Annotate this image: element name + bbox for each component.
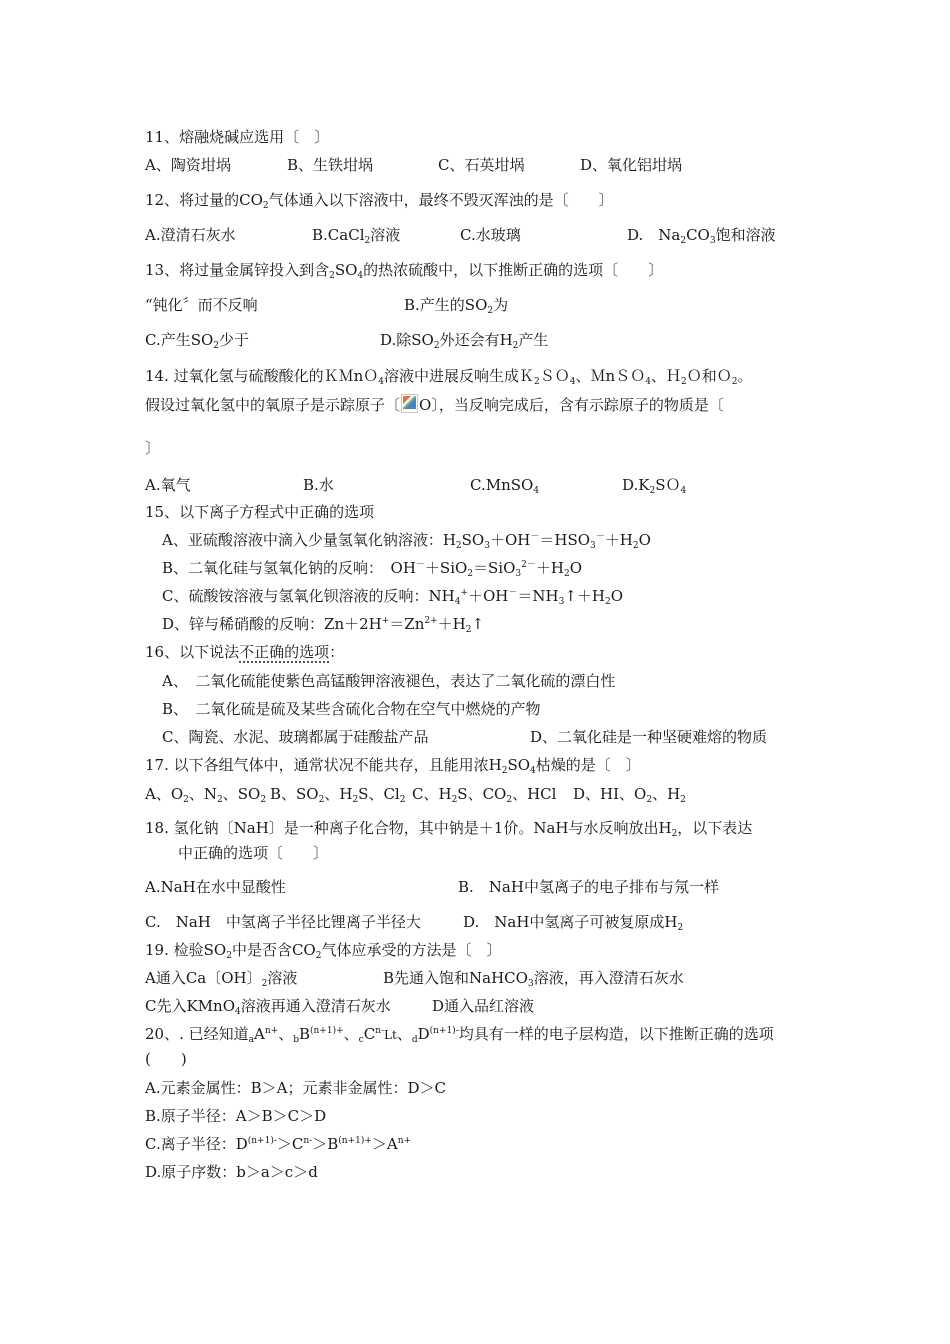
q15-option-a — [162, 530, 651, 550]
q17-stem-mid: SO — [507, 756, 531, 774]
question-20-paren: ( ) — [145, 1050, 187, 1068]
q14-c-pre: C.MnSO — [470, 476, 534, 494]
q20-b-prefix: b — [293, 1035, 299, 1045]
q14-l1-sub2: 2 — [534, 377, 540, 387]
q15-option-b — [162, 558, 582, 578]
q15-c-sub3: 2 — [604, 597, 611, 607]
q13-b-sub: 2 — [487, 306, 494, 316]
q12-b-post: 溶液 — [370, 226, 401, 244]
question-16-stem — [145, 642, 344, 662]
broken-image-icon — [401, 394, 418, 413]
q20-stem-pre: 20、. 已经知道 — [145, 1025, 249, 1043]
q17-b-sub2: 2 — [352, 795, 359, 805]
q18-l1-pre: 18. 氢化钠〔NaH〕是一种离子化合物，其中钠是＋1价。NaH与水反响放出H — [145, 819, 672, 837]
q15-a-sub3: 3 — [590, 541, 596, 551]
q14-d-sub2: 4 — [680, 486, 687, 496]
q20-c-charge: n- — [375, 1026, 385, 1036]
q15-b-pre: B、二氧化硅与氢氧化钠的反响： OH — [162, 559, 416, 577]
q12-option-d — [627, 225, 776, 245]
q12-d-sub1: 2 — [680, 236, 687, 246]
q12-d-sub2: 3 — [709, 236, 716, 246]
q17-c-2: S、CO — [457, 785, 507, 803]
q15-a-mid2: ＋OH — [489, 531, 531, 549]
q17-stem-post: 枯燥的是〔 〕 — [535, 756, 641, 774]
q14-c-sub: 4 — [533, 486, 540, 496]
q16-option-c: C、陶瓷、水泥、玻璃都属于硅酸盐产品 — [162, 728, 429, 746]
q14-option-b: B.水 — [303, 476, 334, 494]
q15-a-sub4: 2 — [632, 541, 639, 551]
q18-option-c: C. NaH 中氢离子半径比锂离子半径大 — [145, 913, 421, 931]
q17-d-2: 、H — [652, 785, 681, 803]
q19-b-pre: B先通入饱和NaHCO — [383, 969, 528, 987]
q11-option-a: A、陶资坩埚 — [145, 156, 231, 174]
q14-d-sub1: 2 — [649, 486, 656, 496]
q13-option-c — [145, 330, 249, 350]
q19-option-b — [383, 968, 684, 988]
q15-d-sup1: + — [381, 616, 390, 626]
q15-option-c — [162, 586, 623, 606]
q15-b-end: O — [569, 559, 583, 577]
q16-option-b: B、 二氧化硫是硫及某些含硫化合物在空气中燃烧的产物 — [162, 700, 541, 718]
q20-b-charge: (n+1)+ — [310, 1026, 344, 1036]
q15-d-mid1: ＝Zn — [389, 615, 425, 633]
q18-l1-sub: 2 — [671, 829, 678, 839]
q17-b-1: B、SO — [270, 785, 319, 803]
question-18-line-1 — [145, 818, 752, 838]
question-14-line-3: 〕 — [145, 439, 161, 457]
q20-c-mid2: ＞B — [312, 1135, 339, 1153]
q11-option-d: D、氧化铝坩埚 — [580, 156, 683, 174]
q19-option-a — [145, 968, 297, 988]
q13-c-post: 少于 — [219, 331, 250, 349]
q19-stem-pre: 19. 检验SO — [145, 941, 227, 959]
q20-a-prefix: a — [248, 1035, 254, 1045]
q15-c-sup1: + — [460, 588, 468, 598]
q14-l2-pre: 假设过氧化氢中的氧原子是示踪原子〔 — [145, 396, 401, 414]
q14-l1-mid4: 、Ｈ — [650, 367, 681, 385]
q15-a-pre: A、亚硫酸溶液中滴入少量氢氧化钠溶液：H — [162, 531, 456, 549]
q17-a-sub1: 2 — [183, 795, 189, 805]
q16-option-d: D、二氧化硅是一种坚硬难熔的物质 — [530, 728, 768, 746]
q20-d-el: D — [417, 1025, 430, 1043]
q19-c-post: 溶液再通入澄清石灰水 — [240, 997, 391, 1015]
q17-a-1: A、O — [145, 785, 184, 803]
q20-stem-post: 均具有一样的电子层构造，以下推断正确的选项 — [458, 1025, 774, 1043]
q15-a-post: ＋H — [604, 531, 633, 549]
question-15-stem: 15、以下离子方程式中正确的选项 — [145, 503, 375, 521]
q20-c-sup1: (n+1)- — [247, 1136, 277, 1146]
q20-b-el: B — [298, 1025, 310, 1043]
q13-c-sub: 2 — [213, 341, 220, 351]
q12-option-c: C.水玻璃 — [460, 226, 521, 244]
q13-d-post: 产生 — [518, 331, 549, 349]
q15-d-sup2: 2+ — [424, 616, 438, 626]
q20-glitch: Lt — [384, 1028, 397, 1042]
q20-a-el: A — [254, 1025, 265, 1043]
q20-c-mid3: ＞A — [371, 1135, 398, 1153]
q18-option-a: A.NaH在水中显酸性 — [145, 878, 286, 896]
q15-c-sup2: － — [508, 588, 518, 598]
q14-l1-sub6: 2 — [731, 377, 738, 387]
q15-b-sub3: 2 — [563, 569, 570, 579]
q15-a-end: O — [638, 531, 651, 549]
q15-c-sub1: 4 — [454, 597, 461, 607]
q12-stem-sub: 2 — [262, 201, 269, 211]
q11-option-c: C、石英坩埚 — [438, 156, 525, 174]
q14-l2-post: O〕，当反响完成后，含有示踪原子的物质是〔 — [419, 396, 724, 414]
q12-b-sub: 2 — [364, 236, 371, 246]
q20-option-a: A.元素金属性：B＞A；元素非金属性：D＞C — [145, 1079, 446, 1097]
q12-b-pre: B.CaCl — [312, 226, 365, 244]
q14-option-a: A.氧气 — [145, 476, 191, 494]
q19-c-pre: C先入KMnO — [145, 997, 236, 1015]
q14-l1-sub1: 4 — [378, 377, 385, 387]
q19-stem-mid: 中是否含CO — [231, 941, 316, 959]
q17-b-3: S、Cl — [358, 785, 400, 803]
q20-c-pre: C.离子半径：D — [145, 1135, 248, 1153]
q14-l1-sub3: 4 — [569, 377, 576, 387]
q17-d-sub1: 2 — [646, 795, 653, 805]
q17-option-d — [573, 784, 686, 804]
q15-c-mid2: ＝NH — [517, 587, 559, 605]
q15-a-sup1: － — [530, 532, 540, 542]
q17-b-sub3: 2 — [399, 795, 406, 805]
q20-c-sup4: n+ — [397, 1136, 412, 1146]
q19-stem-post: 气体应承受的方法是〔 〕 — [321, 941, 502, 959]
q13-stem-mid: SO — [334, 261, 358, 279]
q13-option-a: “钝化〞而不反响 — [145, 296, 258, 314]
q20-c-mid1: ＞C — [276, 1135, 304, 1153]
q17-c-sub1: 2 — [451, 795, 458, 805]
q15-d-mid2: ＋H — [437, 615, 466, 633]
q14-l1-mid2: ＳＯ — [539, 367, 570, 385]
q18-option-b: B. NaH中氢离子的电子排布与氖一样 — [458, 878, 719, 896]
q14-option-c — [470, 475, 539, 495]
q15-a-mid3: ＝HSO — [539, 531, 591, 549]
question-13-stem — [145, 260, 663, 280]
q17-c-sub2: 2 — [506, 795, 513, 805]
q17-a-sub3: 2 — [260, 795, 267, 805]
q13-b-pre: B.产生的SO — [404, 296, 488, 314]
q12-d-post: 饱和溶液 — [715, 226, 776, 244]
q17-b-2: 、H — [324, 785, 353, 803]
q18-d-sub: 2 — [677, 923, 684, 933]
q14-l1-mid3: 、ＭnＳＯ — [575, 367, 646, 385]
q14-d-pre: D.K — [622, 476, 650, 494]
q16-stem-pre: 16、以下说法 — [145, 643, 240, 661]
question-19-stem — [145, 940, 501, 960]
q19-b-sub: 3 — [527, 979, 534, 989]
q15-b-mid1: ＋SiO — [424, 559, 468, 577]
q17-c-1: C、H — [412, 785, 452, 803]
q17-a-sub2: 2 — [217, 795, 223, 805]
q14-l1-sub5: 2 — [680, 377, 687, 387]
q15-c-end: O — [610, 587, 624, 605]
q20-option-b: B.原子半径：A＞B＞C＞D — [145, 1107, 327, 1125]
q15-a-sup2: － — [595, 532, 605, 542]
q18-option-d — [463, 912, 683, 932]
q12-d-mid: CO — [686, 226, 710, 244]
q17-option-c — [412, 784, 556, 804]
q16-stem-emphasis: 不正确的选项 — [239, 643, 330, 661]
q20-a-charge: n+ — [264, 1026, 279, 1036]
q19-c-sub: 4 — [235, 1007, 241, 1017]
q17-stem-sub1: 2 — [501, 766, 508, 776]
q17-a-3: 、SO — [222, 785, 261, 803]
question-14-line-2 — [145, 394, 724, 415]
question-20-stem: 20、. 已经知道$_aA^{n+}$、$_bB^{(n+1)+}$、$_cC^{n-}Lt$、$_dD^{(n+1)-}$均具有一样的电子层构造，以下推断正确的选项 — [145, 1025, 774, 1045]
q14-l1-mid1: 溶液中进展反响生成Ｋ — [384, 367, 535, 385]
q15-c-pre: C、硫酸铵溶液与氢氧化钡溶液的反响：NH — [162, 587, 455, 605]
q14-l1-mid5: Ｏ和Ｏ — [686, 367, 732, 385]
q17-a-2: 、N — [188, 785, 218, 803]
q19-option-d: D通入品红溶液 — [432, 997, 535, 1015]
question-14-line-1 — [145, 366, 752, 386]
q19-stem-sub2: 2 — [315, 951, 322, 961]
q15-b-mid2: ＝SiO — [473, 559, 516, 577]
q13-stem-pre: 13、将过量金属锌投入到含 — [145, 261, 330, 279]
q15-b-sup2: 2－ — [521, 560, 536, 570]
q17-option-a — [145, 784, 266, 804]
q13-stem-sub: 2 — [329, 271, 335, 281]
q14-l1-pre: 14. 过氧化氢与硫酸酸化的ＫＭnＯ — [145, 367, 379, 385]
q17-stem-sub2: 4 — [530, 766, 536, 776]
q20-c-sup2: n- — [303, 1136, 313, 1146]
q15-c-mid1: ＋OH — [467, 587, 509, 605]
q19-stem-sub1: 2 — [226, 951, 232, 961]
q13-stem-sub2: 4 — [357, 271, 364, 281]
q19-a-sub: 2 — [261, 979, 268, 989]
q15-a-sub1: 2 — [455, 541, 462, 551]
q17-b-sub1: 2 — [318, 795, 325, 805]
q13-b-post: 为 — [493, 296, 509, 314]
q16-option-a: A、 二氧化硫能使紫色高锰酸钾溶液褪色，表达了二氧化硫的漂白性 — [162, 672, 616, 690]
q12-option-b — [312, 225, 400, 245]
q18-d-pre: D. NaH中氢离子可被复原成H — [463, 913, 678, 931]
q13-c-pre: C.产生SO — [145, 331, 214, 349]
q16-stem-post: ： — [329, 643, 345, 661]
q15-a-sub2: 3 — [484, 541, 490, 551]
q18-l1-post: ，以下表达 — [677, 819, 753, 837]
q20-option-d: D.原子序数：b＞a＞c＞d — [145, 1163, 318, 1181]
q13-d-mid: 外还会有H — [439, 331, 513, 349]
question-17-stem — [145, 755, 641, 775]
q15-a-mid1: SO — [461, 531, 485, 549]
q13-option-b — [404, 295, 508, 315]
q15-b-sub1: 2 — [467, 569, 474, 579]
q19-a-post: 溶液 — [267, 969, 298, 987]
q14-option-d — [622, 475, 686, 495]
q17-d-sub2: 2 — [680, 795, 686, 805]
q19-b-post: 溶液，再入澄清石灰水 — [533, 969, 684, 987]
q12-d-pre: D. Na — [627, 226, 681, 244]
q13-stem-post: 的热浓硫酸中，以下推断正确的选项〔 〕 — [363, 261, 664, 279]
q12-stem-post: 气体通入以下溶液中，最终不毁灭浑浊的是〔 〕 — [268, 191, 614, 209]
q13-d-sub2: 2 — [512, 341, 519, 351]
q13-d-sub1: 2 — [433, 341, 440, 351]
q15-d-end: ↑ — [471, 615, 485, 633]
q11-option-b: B、生铁坩埚 — [287, 156, 374, 174]
q20-d-charge: (n+1)- — [429, 1026, 459, 1036]
q12-option-a: A.澄清石灰水 — [145, 226, 236, 244]
q17-c-3: 、HCl — [512, 785, 557, 803]
q15-d-sub1: 2 — [465, 625, 472, 635]
q14-d-mid: SＯ — [655, 476, 681, 494]
q13-option-d — [380, 330, 548, 350]
q13-d-pre: D.除SO — [380, 331, 434, 349]
question-11-stem — [145, 127, 329, 147]
q14-l1-post: 。 — [737, 367, 753, 385]
q11-stem-text: 11、熔融烧碱应选用〔 〕 — [145, 128, 330, 146]
q15-c-mid3: ↑＋H — [564, 587, 605, 605]
q17-option-b — [270, 784, 405, 804]
q19-option-c — [145, 996, 391, 1016]
q15-c-sub2: 3 — [558, 597, 565, 607]
q12-stem-pre: 12、将过量的CO — [145, 191, 263, 209]
q15-b-sub2: 3 — [515, 569, 522, 579]
q15-b-sup1: － — [415, 560, 425, 570]
q15-option-d — [162, 614, 484, 634]
question-18-line-2: 中正确的选项〔 〕 — [178, 844, 329, 862]
q20-c-el: C — [363, 1025, 376, 1043]
q20-c-prefix: c — [358, 1035, 364, 1045]
question-12-stem — [145, 190, 614, 210]
q14-l1-sub4: 4 — [645, 377, 651, 387]
q20-c-sup3: (n+1)+ — [338, 1136, 372, 1146]
q20-d-prefix: d — [411, 1035, 418, 1045]
q17-stem-pre: 17. 以下各组气体中，通常状况不能共存，且能用浓H — [145, 756, 502, 774]
q19-a-pre: A通入Ca〔OH〕 — [145, 969, 262, 987]
q17-d-1: D、HI、O — [573, 785, 647, 803]
q15-b-mid3: ＋H — [535, 559, 564, 577]
q15-d-pre: D、锌与稀硝酸的反响：Zn＋2H — [162, 615, 382, 633]
q20-option-c — [145, 1134, 411, 1154]
